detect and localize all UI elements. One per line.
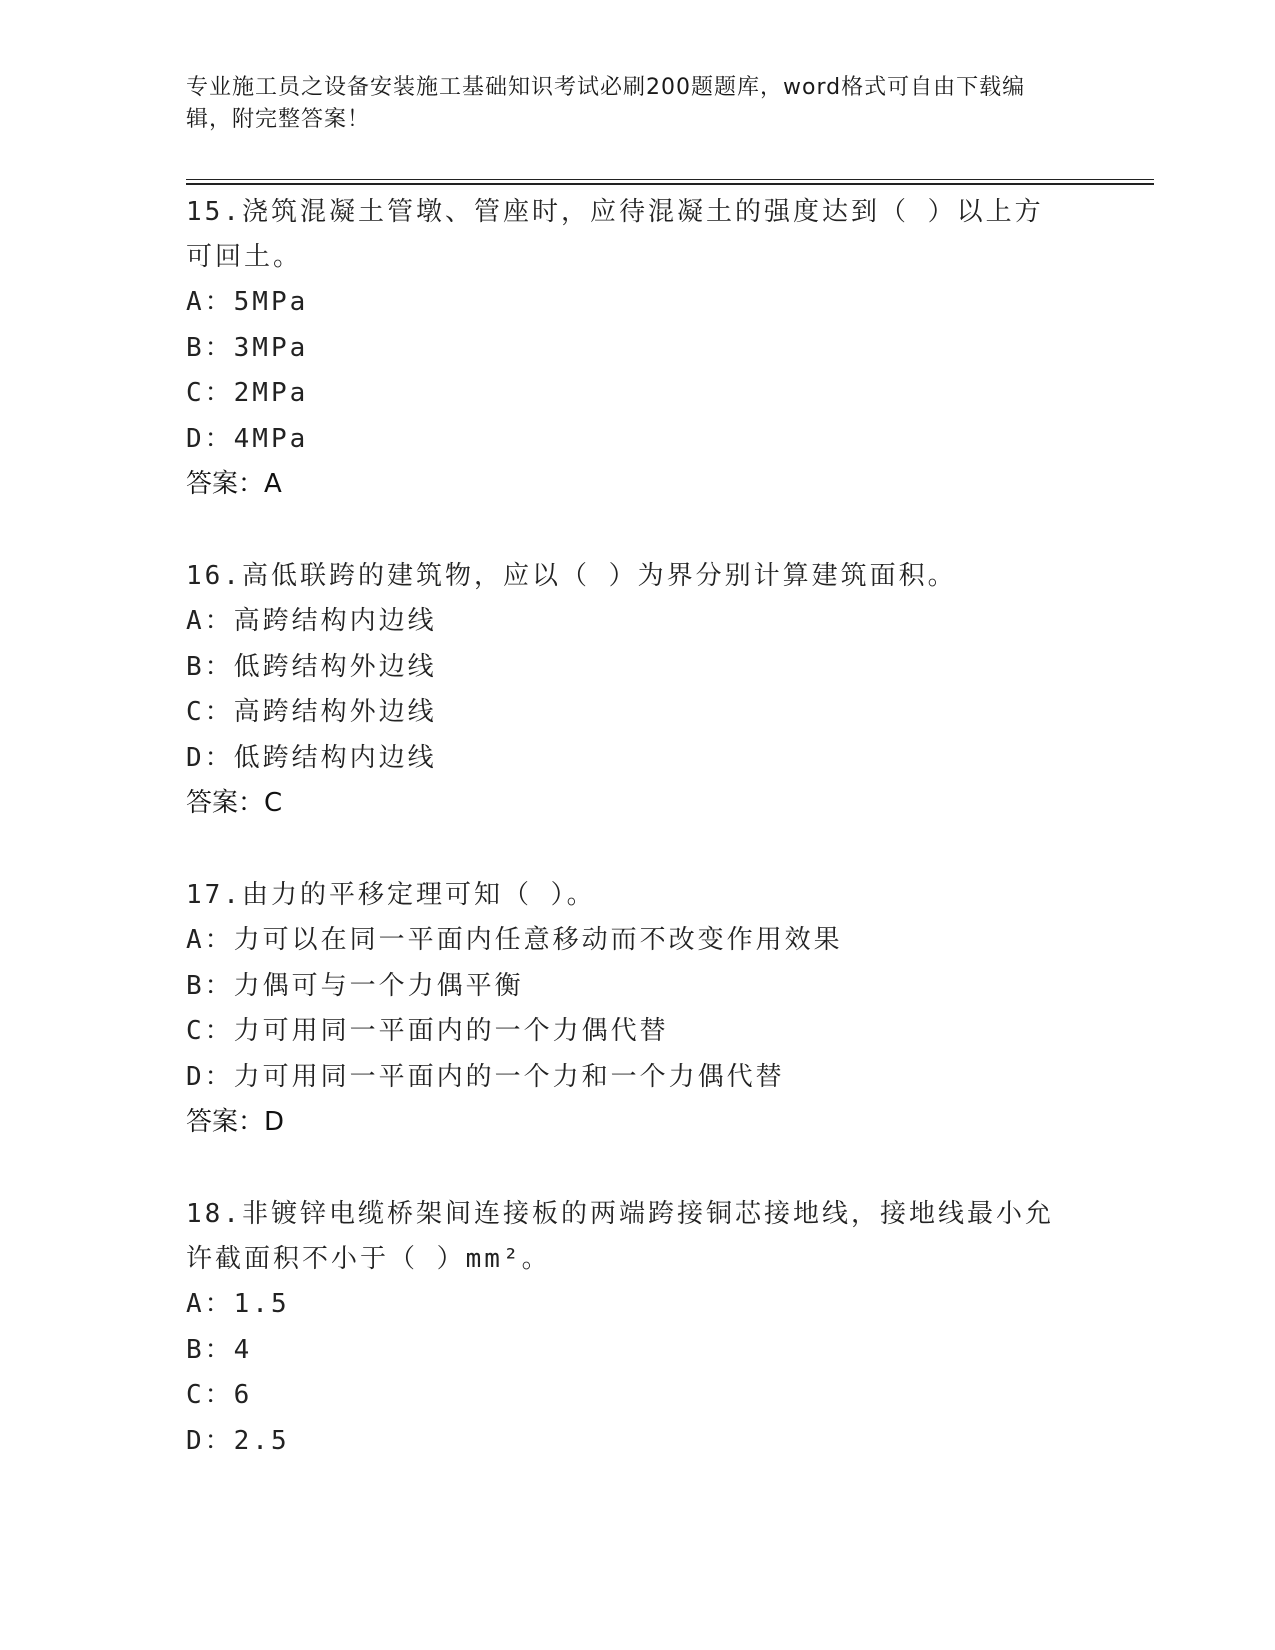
question-stem: 16.高低联跨的建筑物，应以（ ）为界分别计算建筑面积。 — [186, 561, 957, 591]
answer-label: 答案：A — [186, 469, 282, 499]
option-b: B：力偶可与一个力偶平衡 — [186, 970, 524, 1001]
option-d: D：力可用同一平面内的一个力和一个力偶代替 — [186, 1061, 785, 1092]
option-d: D：4MPa — [186, 423, 309, 454]
answer-label: 答案：C — [186, 788, 283, 818]
option-b: B：低跨结构外边线 — [186, 651, 437, 682]
option-b: B：3MPa — [186, 332, 309, 363]
option-c: C：力可用同一平面内的一个力偶代替 — [186, 1016, 669, 1046]
question-18 — [186, 1192, 1086, 1464]
option-a: A：5MPa — [186, 287, 309, 317]
option-b: B：4 — [186, 1334, 253, 1365]
answer-label: 答案：D — [186, 1107, 285, 1137]
header-divider-thin — [186, 179, 1154, 180]
document-header: 专业施工员之设备安装施工基础知识考试必刷200题题库，word格式可自由下载编辑，附完整答案！ — [186, 75, 1026, 132]
option-d: D：2.5 — [186, 1425, 290, 1456]
option-d: D：低跨结构内边线 — [186, 742, 437, 773]
option-a: A：高跨结构内边线 — [186, 606, 437, 636]
question-list — [186, 190, 1086, 1464]
question-stem: 18.非镀锌电缆桥架间连接板的两端跨接铜芯接地线，接地线最小允许截面积不小于（ ）mm²。 — [186, 1199, 1054, 1274]
option-c: C：6 — [186, 1380, 253, 1410]
header-divider-thick — [186, 183, 1154, 185]
question-15 — [186, 190, 1086, 507]
option-c: C：2MPa — [186, 378, 309, 408]
option-a: A：1.5 — [186, 1289, 290, 1319]
option-a: A：力可以在同一平面内任意移动而不改变作用效果 — [186, 925, 843, 955]
question-16 — [186, 554, 1086, 826]
question-stem: 15.浇筑混凝土管墩、管座时，应待混凝土的强度达到（ ）以上方可回土。 — [186, 197, 1044, 272]
question-stem: 17.由力的平移定理可知（ ）。 — [186, 880, 596, 910]
option-c: C：高跨结构外边线 — [186, 697, 437, 727]
question-17 — [186, 873, 1086, 1145]
